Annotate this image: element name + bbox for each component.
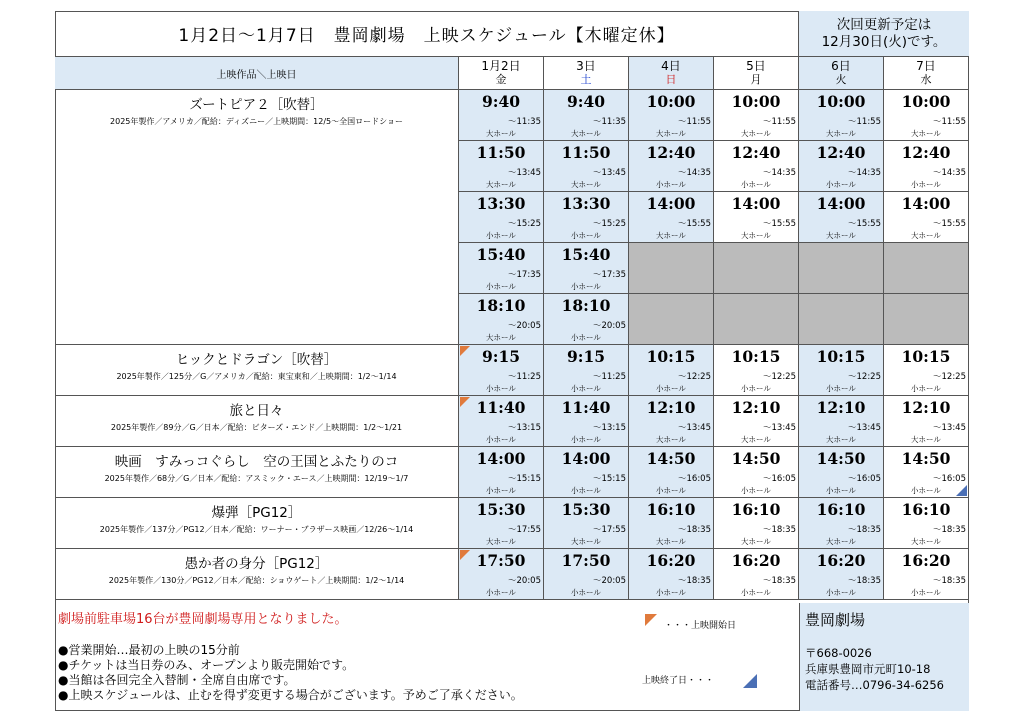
showtime-cell [884,345,969,396]
movie-details: 2025年製作／137分／PG12／日本／配給：ワーナー・ブラザース映画／12/26～1/14 [99,525,414,534]
end-time: ～11:35 [508,117,541,127]
start-time: 14:00 [561,449,611,468]
end-time: ～15:15 [593,474,626,484]
hall-name: 小ホール [741,384,771,393]
day-of-week: 日 [665,73,677,86]
hall-name: 小ホール [486,588,516,597]
hall-name: 小ホール [571,231,601,240]
hall-name: 小ホール [486,486,516,495]
start-marker-icon [460,397,470,407]
end-time: ～11:35 [593,117,626,127]
showtime-cell [544,141,629,192]
showtime-cell [629,90,714,141]
hall-name: 小ホール [826,180,856,189]
start-time: 10:15 [646,347,696,366]
hall-name: 大ホール [741,435,771,444]
end-time: ～15:15 [508,474,541,484]
empty-slot [714,294,799,345]
empty-slot [799,294,884,345]
parking-notice: 劇場前駐車場16台が豊岡劇場専用となりました。 [58,612,348,627]
end-time: ～14:35 [933,168,966,178]
end-time: ～12:25 [848,372,881,382]
day-of-week: 金 [495,73,507,86]
end-time: ～15:55 [848,219,881,229]
hall-name: 小ホール [571,435,601,444]
showtime-cell [629,141,714,192]
hall-name: 小ホール [656,486,686,495]
start-time: 13:30 [561,194,611,213]
day-of-week: 水 [920,73,932,86]
showtime-cell [544,243,629,294]
start-time: 11:40 [561,398,611,417]
start-time: 16:20 [646,551,696,570]
end-time: ～13:45 [933,423,966,433]
movie-title: 爆弾［PG12］ [211,505,302,521]
hall-name: 小ホール [656,384,686,393]
start-time: 12:10 [646,398,696,417]
day-header [629,57,714,90]
movie-details: 2025年製作／68分／G／日本／配給：アスミック・エース／上映期間：12/19～1/7 [104,474,409,483]
hall-name: 小ホール [911,486,941,495]
end-time: ～12:25 [933,372,966,382]
hall-name: 大ホール [656,435,686,444]
day-date: 4日 [661,59,681,73]
movie-info [55,396,459,447]
movie-details: 2025年製作／125分／G／アメリカ／配給：東宝東和／上映期間：1/2～1/14 [116,372,397,381]
hall-name: 大ホール [741,231,771,240]
end-time: ～20:05 [508,321,541,331]
showtime-cell [629,549,714,600]
start-time: 16:20 [816,551,866,570]
day-header [714,57,799,90]
showtime-cell [459,447,544,498]
showtime-cell [714,345,799,396]
end-time: ～15:25 [593,219,626,229]
movie-details: 2025年製作／130分／PG12／日本／配給：ショウゲート／上映期間：1/2～1/14 [108,576,405,585]
showtime-cell [799,396,884,447]
end-time: ～13:45 [763,423,796,433]
start-time: 12:10 [901,398,951,417]
showtime-cell [714,498,799,549]
movie-title: 旅と日々 [229,403,284,419]
hall-name: 小ホール [486,435,516,444]
end-time: ～18:35 [848,576,881,586]
end-time: ～18:35 [848,525,881,535]
showtime-cell [884,141,969,192]
hall-name: 小ホール [656,588,686,597]
showtime-cell [629,447,714,498]
start-marker-icon [460,346,470,356]
start-time: 10:15 [901,347,951,366]
start-time: 15:30 [561,500,611,519]
rules-list [58,643,523,703]
start-time: 12:10 [816,398,866,417]
day-of-week: 月 [750,73,762,86]
start-time: 11:40 [476,398,526,417]
showtime-cell [544,498,629,549]
start-time: 18:10 [476,296,526,315]
showtime-cell [799,192,884,243]
start-time: 14:00 [646,194,696,213]
start-time: 14:50 [646,449,696,468]
end-time: ～11:55 [848,117,881,127]
end-time: ～18:35 [678,576,711,586]
hall-name: 大ホール [741,537,771,546]
showtime-cell [459,141,544,192]
showtime-cell [884,447,969,498]
hall-name: 小ホール [741,180,771,189]
hall-name: 小ホール [486,384,516,393]
hall-name: 小ホール [911,180,941,189]
end-time: ～16:05 [678,474,711,484]
rule-item: ●チケットは当日券のみ、オープンより販売開始です。 [58,658,355,672]
hall-name: 大ホール [911,129,941,138]
hall-name: 大ホール [911,231,941,240]
hall-name: 小ホール [741,588,771,597]
start-time: 14:50 [731,449,781,468]
end-time: ～12:25 [678,372,711,382]
start-time: 12:40 [901,143,951,162]
start-time: 11:50 [561,143,611,162]
start-time: 16:10 [731,500,781,519]
day-of-week: 土 [580,73,592,86]
hall-name: 大ホール [741,129,771,138]
end-time: ～13:45 [678,423,711,433]
end-time: ～18:35 [678,525,711,535]
end-time: ～13:45 [593,168,626,178]
showtime-cell [629,498,714,549]
legend-end: 上映終了日・・・ [642,676,715,686]
start-time: 15:40 [476,245,526,264]
hall-name: 大ホール [656,231,686,240]
showtime-cell [884,498,969,549]
start-time: 15:40 [561,245,611,264]
hall-name: 小ホール [826,588,856,597]
hall-name: 大ホール [486,333,516,342]
start-time: 10:15 [731,347,781,366]
day-date: 6日 [831,59,851,73]
start-time: 18:10 [561,296,611,315]
showtime-cell [714,396,799,447]
start-time: 9:15 [481,347,521,366]
start-time: 15:30 [476,500,526,519]
end-marker-icon [743,674,757,688]
showtime-cell [544,549,629,600]
start-time: 16:20 [731,551,781,570]
theater-name: 豊岡劇場 [805,611,866,629]
day-date: 3日 [576,59,596,73]
end-time: ～11:55 [763,117,796,127]
start-time: 10:15 [816,347,866,366]
start-time: 10:00 [901,92,951,111]
end-time: ～13:45 [508,168,541,178]
next-update-line2: 12月30日(火)です。 [821,33,947,50]
hall-name: 小ホール [486,282,516,291]
end-time: ～15:55 [763,219,796,229]
start-time: 13:30 [476,194,526,213]
theater-phone: 電話番号…0796-34-6256 [805,678,944,692]
hall-name: 大ホール [826,537,856,546]
start-time: 16:20 [901,551,951,570]
end-time: ～13:15 [508,423,541,433]
legend-start: ・・・上映開始日 [664,621,737,631]
movie-title: ズートピア２［吹替］ [189,97,324,113]
showtime-cell [544,192,629,243]
hall-name: 大ホール [656,537,686,546]
showtime-cell [544,447,629,498]
showtime-cell [714,447,799,498]
hall-name: 小ホール [911,384,941,393]
hall-name: 大ホール [826,231,856,240]
showtime-cell [459,498,544,549]
end-time: ～14:35 [763,168,796,178]
start-time: 17:50 [561,551,611,570]
start-time: 10:00 [816,92,866,111]
movie-info [55,90,459,345]
showtime-cell [714,90,799,141]
start-time: 14:50 [901,449,951,468]
day-of-week: 火 [835,73,847,86]
end-time: ～15:55 [678,219,711,229]
next-update-line1: 次回更新予定は [836,16,932,33]
end-time: ～12:25 [763,372,796,382]
showtime-cell [459,90,544,141]
hall-name: 大ホール [571,537,601,546]
end-time: ～20:05 [508,576,541,586]
showtime-cell [459,345,544,396]
empty-slot [629,243,714,294]
movie-info [55,345,459,396]
hall-name: 小ホール [826,384,856,393]
start-time: 10:00 [646,92,696,111]
hall-name: 小ホール [571,333,601,342]
end-time: ～13:45 [848,423,881,433]
start-time: 9:15 [566,347,606,366]
hall-name: 大ホール [911,435,941,444]
end-time: ～18:35 [763,576,796,586]
showtime-cell [544,90,629,141]
start-time: 12:10 [731,398,781,417]
hall-name: 小ホール [571,588,601,597]
empty-slot [799,243,884,294]
end-time: ～16:05 [763,474,796,484]
end-time: ～11:25 [508,372,541,382]
empty-slot [629,294,714,345]
showtime-cell [459,294,544,345]
end-time: ～17:35 [508,270,541,280]
page-title: 1月2日～1月7日 豊岡劇場 上映スケジュール【木曜定休】 [55,11,799,57]
movie-title: 愚か者の身分［PG12］ [184,556,329,572]
start-time: 14:00 [731,194,781,213]
showtime-cell [459,549,544,600]
hall-name: 大ホール [826,435,856,444]
hall-name: 大ホール [486,129,516,138]
theater-address [805,645,944,693]
start-marker-icon [460,550,470,560]
hall-name: 大ホール [486,180,516,189]
start-time: 12:40 [731,143,781,162]
day-header [544,57,629,90]
start-marker-icon [645,614,657,626]
showtime-cell [629,192,714,243]
end-time: ～13:15 [593,423,626,433]
movie-title: ヒックとドラゴン［吹替］ [175,352,338,368]
hall-name: 大ホール [911,537,941,546]
showtime-cell [799,447,884,498]
movie-details: 2025年製作／89分／G／日本／配給：ビターズ・エンド／上映期間：1/2～1/21 [110,423,403,432]
theater-info [799,603,969,711]
end-time: ～11:25 [593,372,626,382]
showtime-cell [884,192,969,243]
showtime-cell [459,192,544,243]
hall-name: 小ホール [571,282,601,291]
movie-info [55,498,459,549]
hall-name: 大ホール [656,129,686,138]
showtime-cell [714,549,799,600]
hall-name: 小ホール [486,231,516,240]
showtime-cell [544,294,629,345]
start-time: 16:10 [646,500,696,519]
showtime-cell [459,396,544,447]
end-time: ～11:55 [678,117,711,127]
start-time: 14:00 [476,449,526,468]
day-date: 1月2日 [481,59,521,73]
end-time: ～15:55 [933,219,966,229]
movie-info [55,447,459,498]
start-time: 14:00 [816,194,866,213]
start-time: 14:00 [901,194,951,213]
hall-name: 大ホール [571,180,601,189]
end-time: ～17:35 [593,270,626,280]
empty-slot [714,243,799,294]
start-time: 14:50 [816,449,866,468]
rule-item: ●営業開始…最初の上映の15分前 [58,643,240,657]
end-time: ～17:55 [508,525,541,535]
end-time: ～20:05 [593,576,626,586]
empty-slot [884,294,969,345]
end-time: ～14:35 [848,168,881,178]
showtime-cell [629,396,714,447]
end-time: ～11:55 [933,117,966,127]
end-time: ～18:35 [763,525,796,535]
showtime-cell [799,141,884,192]
end-time: ～20:05 [593,321,626,331]
start-time: 12:40 [646,143,696,162]
showtime-cell [544,396,629,447]
end-marker-icon [956,485,967,496]
end-time: ～18:35 [933,576,966,586]
start-time: 9:40 [481,92,521,111]
start-time: 17:50 [476,551,526,570]
end-time: ～16:05 [848,474,881,484]
column-header-label: 上映作品＼上映日 [55,57,459,90]
start-time: 12:40 [816,143,866,162]
showtime-cell [884,396,969,447]
hall-name: 小ホール [571,384,601,393]
showtime-cell [884,90,969,141]
hall-name: 大ホール [486,537,516,546]
hall-name: 小ホール [656,180,686,189]
showtime-cell [799,549,884,600]
rule-item: ●上映スケジュールは、止むを得ず変更する場合がございます。予めご了承ください。 [58,688,523,702]
showtime-cell [799,345,884,396]
movie-details: 2025年製作／アメリカ／配給：ディズニー／上映期間：12/5～全国ロードショー [110,117,403,126]
day-date: 5日 [746,59,766,73]
showtime-cell [459,243,544,294]
hall-name: 大ホール [826,129,856,138]
hall-name: 小ホール [826,486,856,495]
theater-street: 兵庫県豊岡市元町10-18 [805,662,931,676]
theater-postal: 〒668-0026 [805,646,872,660]
movie-info [55,549,459,600]
showtime-cell [544,345,629,396]
showtime-cell [629,345,714,396]
showtime-cell [714,141,799,192]
start-time: 11:50 [476,143,526,162]
end-time: ～14:35 [678,168,711,178]
showtime-cell [884,549,969,600]
hall-name: 大ホール [571,129,601,138]
hall-name: 小ホール [741,486,771,495]
start-time: 9:40 [566,92,606,111]
showtime-cell [799,90,884,141]
empty-slot [884,243,969,294]
next-update-box [799,11,969,57]
end-time: ～15:25 [508,219,541,229]
start-time: 16:10 [816,500,866,519]
day-header [459,57,544,90]
end-time: ～18:35 [933,525,966,535]
end-time: ～16:05 [933,474,966,484]
showtime-cell [714,192,799,243]
day-header [799,57,884,90]
hall-name: 小ホール [571,486,601,495]
showtime-cell [799,498,884,549]
start-time: 16:10 [901,500,951,519]
start-time: 10:00 [731,92,781,111]
rule-item: ●当館は各回完全入替制・全席自由席です。 [58,673,296,687]
day-header [884,57,969,90]
movie-title: 映画 すみっコぐらし 空の王国とふたりのコ [114,454,399,470]
end-time: ～17:55 [593,525,626,535]
hall-name: 小ホール [911,588,941,597]
day-date: 7日 [916,59,936,73]
